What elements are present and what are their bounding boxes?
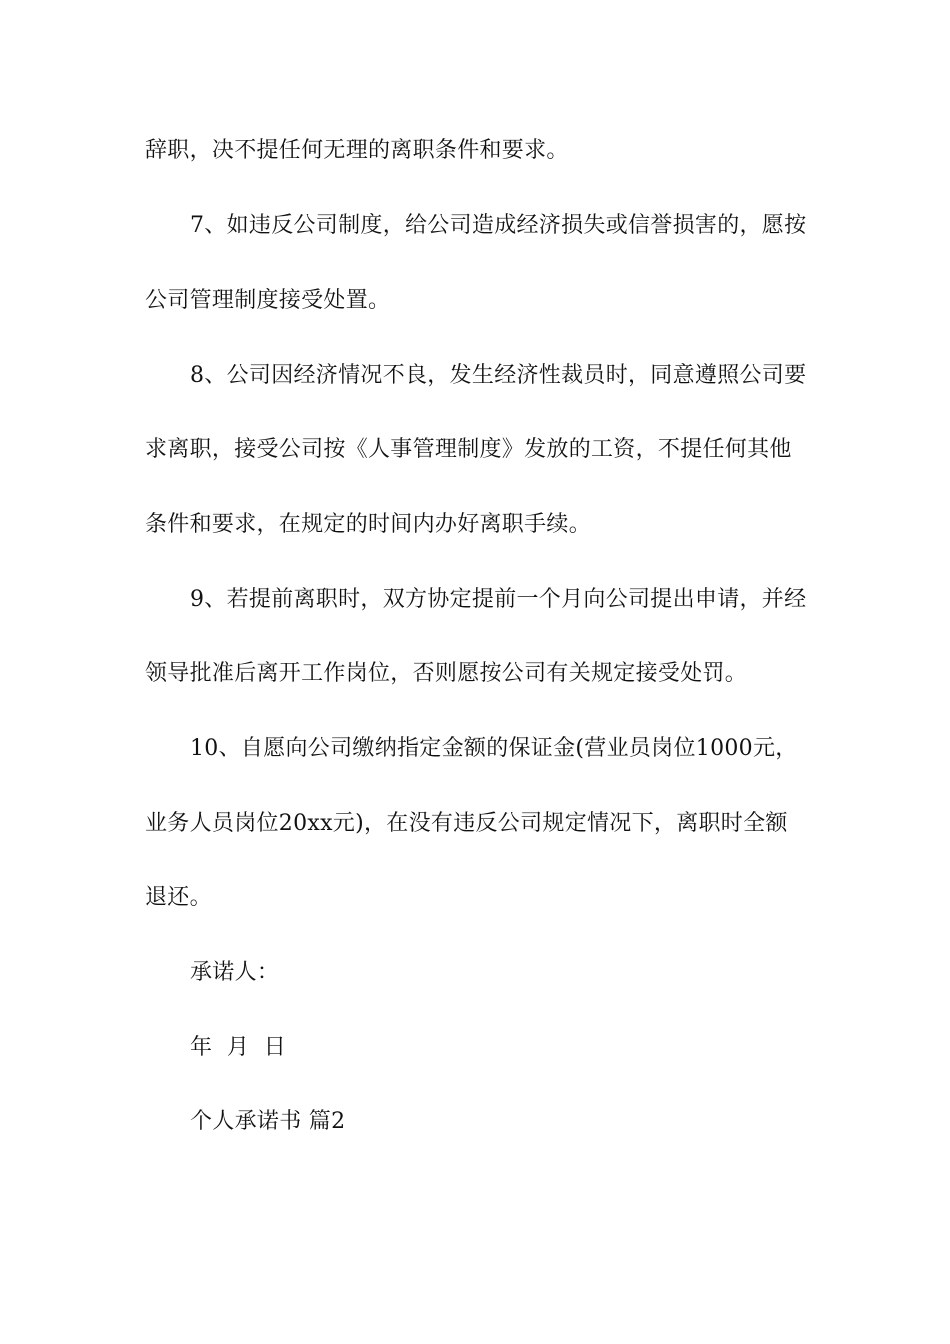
paragraph-9-line-1: 9、若提前离职时，双方协定提前一个月向公司提出申请，并经 — [190, 587, 807, 612]
paragraph-10-line-2: 业务人员岗位20xx元)，在没有违反公司规定情况下，离职时全额 — [145, 811, 788, 836]
paragraph-7-line-2: 公司管理制度接受处置。 — [145, 288, 391, 313]
paragraph-6-continuation: 辞职，决不提任何无理的离职条件和要求。 — [145, 138, 569, 163]
paragraph-8-line-1: 8、公司因经济情况不良，发生经济性裁员时，同意遵照公司要 — [190, 363, 807, 388]
paragraph-10-line-1: 10、自愿向公司缴纳指定金额的保证金(营业员岗位1000元， — [190, 736, 798, 761]
section-heading: 个人承诺书 篇2 — [190, 1109, 346, 1134]
paragraph-7-line-1: 7、如违反公司制度，给公司造成经济损失或信誉损害的，愿按 — [190, 213, 807, 238]
paragraph-8-line-3: 条件和要求，在规定的时间内办好离职手续。 — [145, 512, 592, 537]
paragraph-9-line-2: 领导批准后离开工作岗位，否则愿按公司有关规定接受处罚。 — [145, 661, 748, 686]
paragraph-10-line-3: 退还。 — [145, 885, 212, 910]
paragraph-8-line-2: 求离职，接受公司按《人事管理制度》发放的工资，不提任何其他 — [145, 437, 792, 462]
date-line: 年 月 日 — [190, 1035, 287, 1060]
signatory-label: 承诺人： — [190, 960, 280, 985]
